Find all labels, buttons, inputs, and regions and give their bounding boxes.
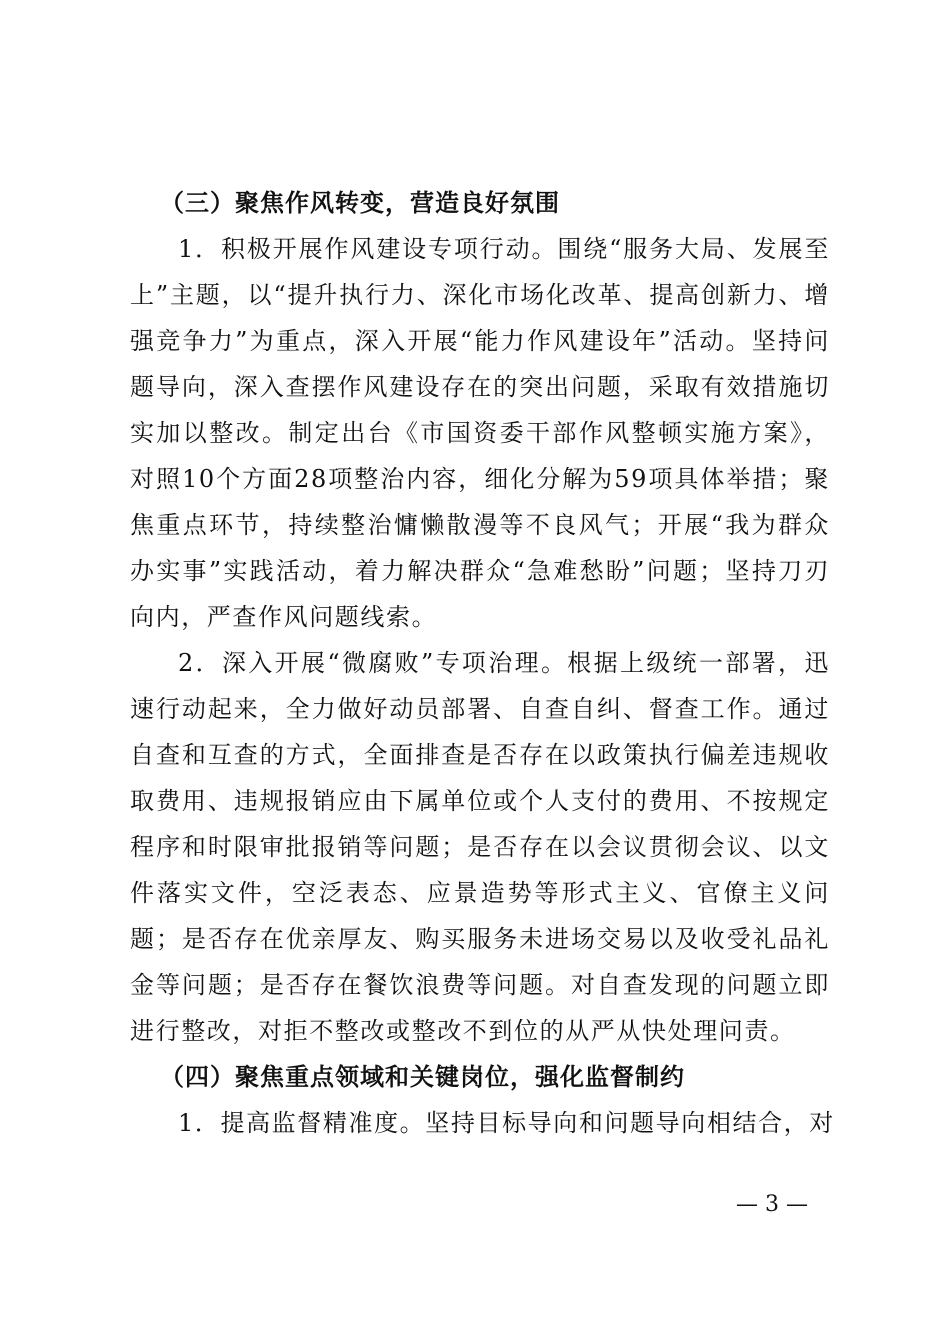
section-3-heading: （三）聚焦作风转变，营造良好氛围 bbox=[160, 188, 560, 217]
section-4-heading: （四）聚焦重点领域和关键岗位，强化监督制约 bbox=[160, 1062, 685, 1091]
section-3-item-1-paragraph: 1．积极开展作风建设专项行动。围绕“服务大局、发展至上”主题，以“提升执行力、深化市场化改革、提高创新力、增强竞争力”为重点，深入开展“能力作风建设年”活动。坚持问题导向，深入查摆作风建设存在的突出问题，采取有效措施切实加以整改。制定出台《市国资委干部作风整顿实施方案》，对照10个方面28项整治内容，细化分解为59项具体举措；聚焦重点环节，持续整治慵懒散漫等不良风气；开展“我为群众办实事”实践活动，着力解决群众“急难愁盼”问题；坚持刀刃向内，严查作风问题线索。 bbox=[130, 235, 830, 631]
page-number: — 3 — bbox=[736, 1192, 808, 1217]
section-3-item-2-paragraph: 2．深入开展“微腐败”专项治理。根据上级统一部署，迅速行动起来，全力做好动员部署、自查自纠、督查工作。通过自查和互查的方式，全面排查是否存在以政策执行偏差违规收取费用、违规报销应由下属单位或个人支付的费用、不按规定程序和时限审批报销等问题；是否存在以会议贯彻会议、以文件落实文件，空泛表态、应景造势等形式主义、官僚主义问题；是否存在优亲厚友、购买服务未进场交易以及收受礼品礼金等问题；是否存在餐饮浪费等问题。对自查发现的问题立即进行整改，对拒不整改或整改不到位的从严从快处理问责。 bbox=[130, 649, 830, 1045]
section-4-item-1-paragraph: 1．提高监督精准度。坚持目标导向和问题导向相结合，对 bbox=[178, 1109, 835, 1137]
document-body bbox=[130, 180, 835, 1146]
